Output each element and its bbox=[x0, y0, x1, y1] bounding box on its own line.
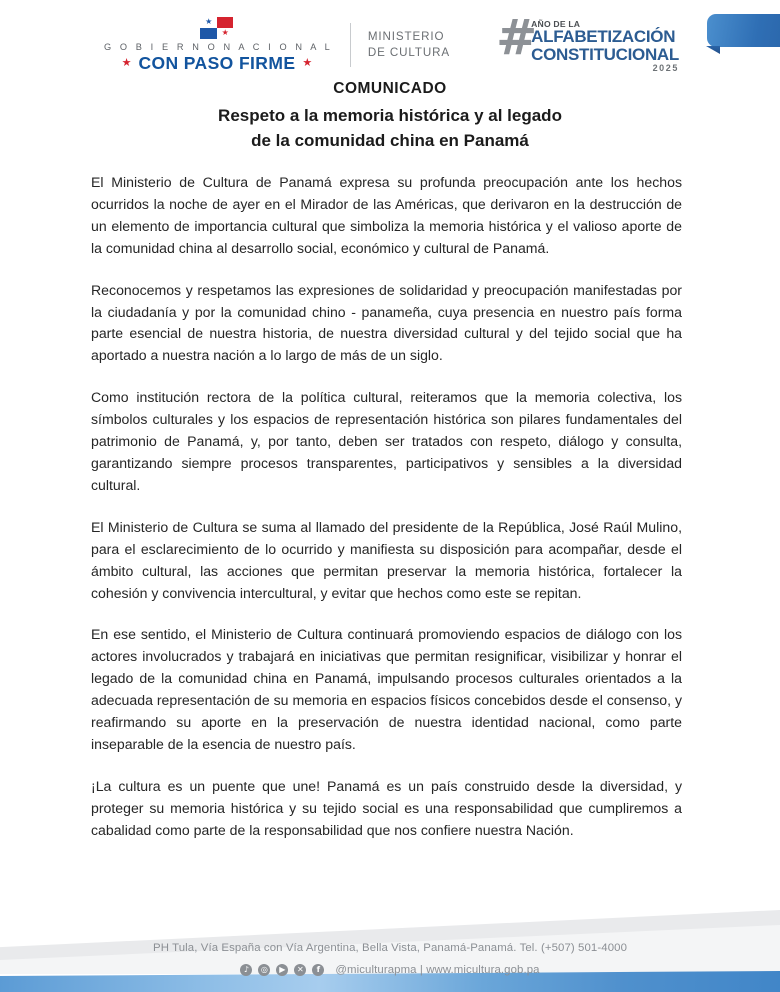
title-block bbox=[0, 80, 780, 153]
page-title-line2: de la comunidad china en Panamá bbox=[251, 130, 529, 150]
facebook-icon[interactable]: f bbox=[312, 964, 324, 976]
body-paragraph: El Ministerio de Cultura de Panamá expresa su profunda preocupación ante los hechos ocurridos la noche de ayer en el Mirador de las Américas, que derivaron en la destrucción de un elemento de importancia cultural que simboliza la memoria histórica y el valioso aporte de la comunidad china al desarrollo social, económico y cultural de Panamá. bbox=[91, 174, 682, 256]
star-right-icon: ★ bbox=[302, 56, 313, 69]
document-header bbox=[0, 8, 780, 76]
body-paragraph: ¡La cultura es un puente que une! Panamá es un país construido desde la diversidad, y proteger su memoria histórica y su tejido social es una responsabilidad que cumpliremos a cabalidad como parte de la responsabilidad que nos confiere nuestra Nación. bbox=[91, 777, 682, 838]
page-title-line1: Respeto a la memoria histórica y al legado bbox=[218, 106, 562, 125]
footer-handle[interactable]: @miculturapma | www.micultura.gob.pa bbox=[335, 964, 540, 976]
body-paragraph: Reconocemos y respetamos las expresiones de solidaridad y preocupación manifestadas por la ciudadanía y por la comunidad chino - panameña, cuya presencia en nuestro país forma parte esencial de nuestra historia, de nuestra diversidad cultural y del tejido social que ha aportado a nuestra nación a lo largo de más de un siglo. bbox=[91, 281, 682, 364]
campaign-logo-big-line1: ALFABETIZACIÓN bbox=[531, 27, 676, 47]
campaign-logo-small: AÑO DE LA bbox=[531, 18, 581, 29]
ministry-logo bbox=[368, 29, 450, 62]
header-divider bbox=[350, 23, 351, 67]
campaign-logo-big-line2: CONSTITUCIONAL bbox=[531, 44, 679, 64]
ministry-logo-line1: MINISTERIO bbox=[367, 29, 445, 43]
x-twitter-icon[interactable]: ✕ bbox=[294, 964, 306, 976]
document-body bbox=[91, 172, 682, 842]
footer-social-row bbox=[0, 964, 780, 976]
body-paragraph: El Ministerio de Cultura se suma al llamado del presidente de la República, José Raúl Mulino, para el esclarecimiento de lo ocurrido y manifiesta su disposición para acompañar, desde el ámbito cultural, las acciones que permitan preservar la memoria histórica, fortalecer la cohesión y convivencia intercultural, y evitar que hechos como este se repitan. bbox=[91, 518, 682, 601]
page-title bbox=[0, 104, 780, 153]
document-kicker: COMUNICADO bbox=[333, 80, 447, 97]
ministry-logo-line2: DE CULTURA bbox=[367, 46, 451, 59]
government-logo bbox=[101, 17, 347, 74]
campaign-logo bbox=[496, 8, 679, 74]
flag-star-red: ★ bbox=[221, 28, 229, 37]
campaign-logo-year: 2025 bbox=[652, 63, 679, 74]
body-paragraph: Como institución rectora de la política cultural, reiteramos que la memoria colectiva, los símbolos culturales y los espacios de representación histórica son pilares fundamentales del patrimonio de Panamá, y, por tanto, deben ser tratados con respeto, diálogo y consulta, garantizando siempre procesos transparentes, participativos y sensibles a la diversidad cultural. bbox=[91, 389, 682, 493]
footer-address: PH Tula, Vía España con Vía Argentina, Bella Vista, Panamá-Panamá. Tel. (+507) 501-4000 bbox=[153, 942, 627, 954]
body-paragraph: En ese sentido, el Ministerio de Cultura continuará promoviendo espacios de diálogo con los actores involucrados y trabajará en iniciativas que permitan resignificar, visibilizar y honrar el legado de la comunidad china en Panamá, impulsando procesos culturales orientados a la adecuada representación de su memoria en espacios físicos concebidos desde el consenso, y reafirmando su aporte en la preservación de nuestra identidad nacional, como parte inseparable de la esencia de nuestro país. bbox=[91, 626, 682, 752]
gov-logo-line2 bbox=[122, 53, 313, 74]
campaign-logo-text bbox=[531, 17, 679, 74]
gov-logo-line1: G O B I E R N O N A C I O N A L bbox=[103, 41, 333, 52]
gov-logo-slogan: CON PASO FIRME bbox=[138, 52, 296, 73]
youtube-icon[interactable]: ▶ bbox=[276, 964, 288, 976]
tiktok-icon[interactable]: ♪ bbox=[240, 964, 252, 976]
instagram-icon[interactable]: ◎ bbox=[258, 964, 270, 976]
panama-flag-icon bbox=[200, 17, 233, 39]
flag-star-blue: ★ bbox=[205, 17, 213, 26]
star-left-icon: ★ bbox=[121, 56, 132, 69]
hashtag-icon: # bbox=[496, 8, 538, 66]
